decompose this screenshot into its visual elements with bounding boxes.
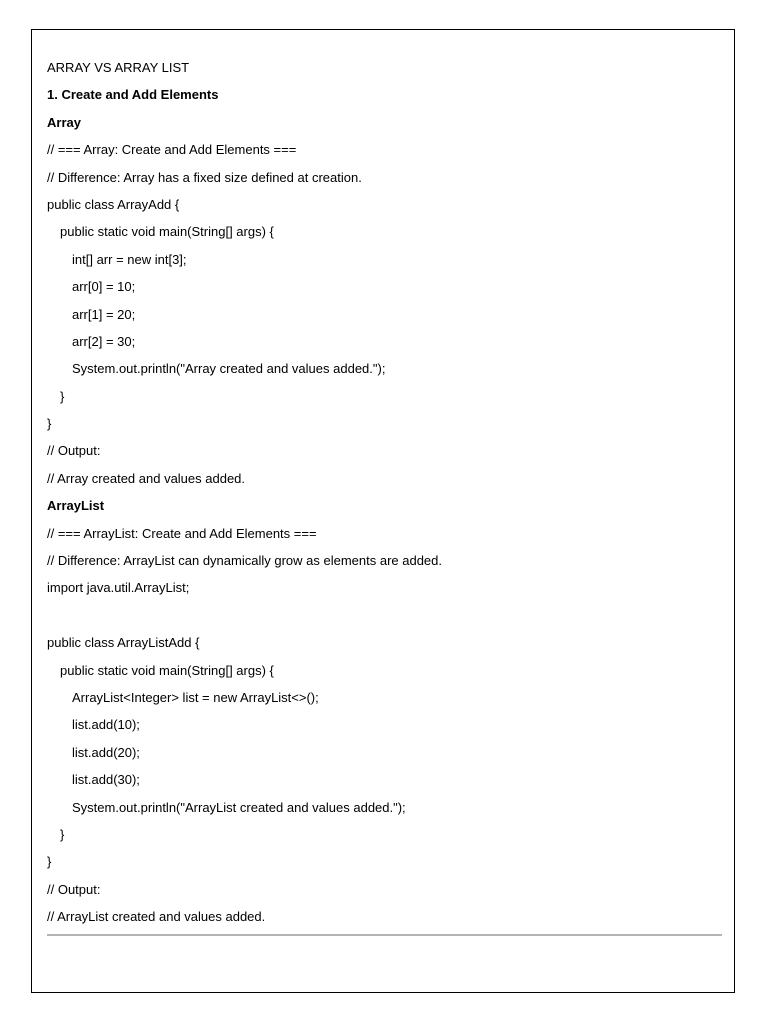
code-line: list.add(30); bbox=[72, 772, 140, 788]
code-line: } bbox=[47, 854, 52, 870]
code-line: public class ArrayListAdd { bbox=[47, 635, 200, 651]
code-line: public static void main(String[] args) { bbox=[60, 224, 274, 240]
code-line: public class ArrayAdd { bbox=[47, 196, 180, 212]
code-line: // Difference: Array has a fixed size defined at creation. bbox=[47, 169, 362, 185]
document-title: ARRAY VS ARRAY LIST bbox=[47, 60, 190, 75]
code-line: } bbox=[60, 388, 65, 404]
code-line: list.add(20); bbox=[72, 744, 140, 760]
code-line: // === ArrayList: Create and Add Elements === bbox=[47, 525, 317, 541]
code-line: System.out.println("Array created and values added."); bbox=[72, 361, 386, 377]
code-line: list.add(10); bbox=[72, 717, 140, 733]
code-line: // Output: bbox=[47, 881, 101, 897]
document-body bbox=[47, 54, 722, 931]
horizontal-rule bbox=[47, 934, 722, 936]
code-line: arr[0] = 10; bbox=[72, 279, 136, 295]
code-line: arr[1] = 20; bbox=[72, 306, 136, 322]
arraylist-heading: ArrayList bbox=[47, 498, 105, 514]
code-line: import java.util.ArrayList; bbox=[47, 580, 190, 596]
code-line: ArrayList<Integer> list = new ArrayList<>(); bbox=[72, 689, 319, 705]
code-line: int[] arr = new int[3]; bbox=[72, 251, 187, 267]
code-line: } bbox=[47, 416, 52, 432]
code-line: arr[2] = 30; bbox=[72, 333, 136, 349]
section-heading: 1. Create and Add Elements bbox=[47, 87, 219, 103]
code-line: // === Array: Create and Add Elements === bbox=[47, 142, 297, 158]
code-line: // Array created and values added. bbox=[47, 470, 246, 486]
blank-line bbox=[47, 602, 722, 629]
code-line: } bbox=[60, 826, 65, 842]
code-line: System.out.println("ArrayList created and values added."); bbox=[72, 799, 406, 815]
code-line: // Difference: ArrayList can dynamically grow as elements are added. bbox=[47, 553, 443, 569]
code-line: // ArrayList created and values added. bbox=[47, 909, 266, 925]
array-heading: Array bbox=[47, 114, 81, 130]
code-line: // Output: bbox=[47, 443, 101, 459]
code-line: public static void main(String[] args) { bbox=[60, 662, 274, 678]
